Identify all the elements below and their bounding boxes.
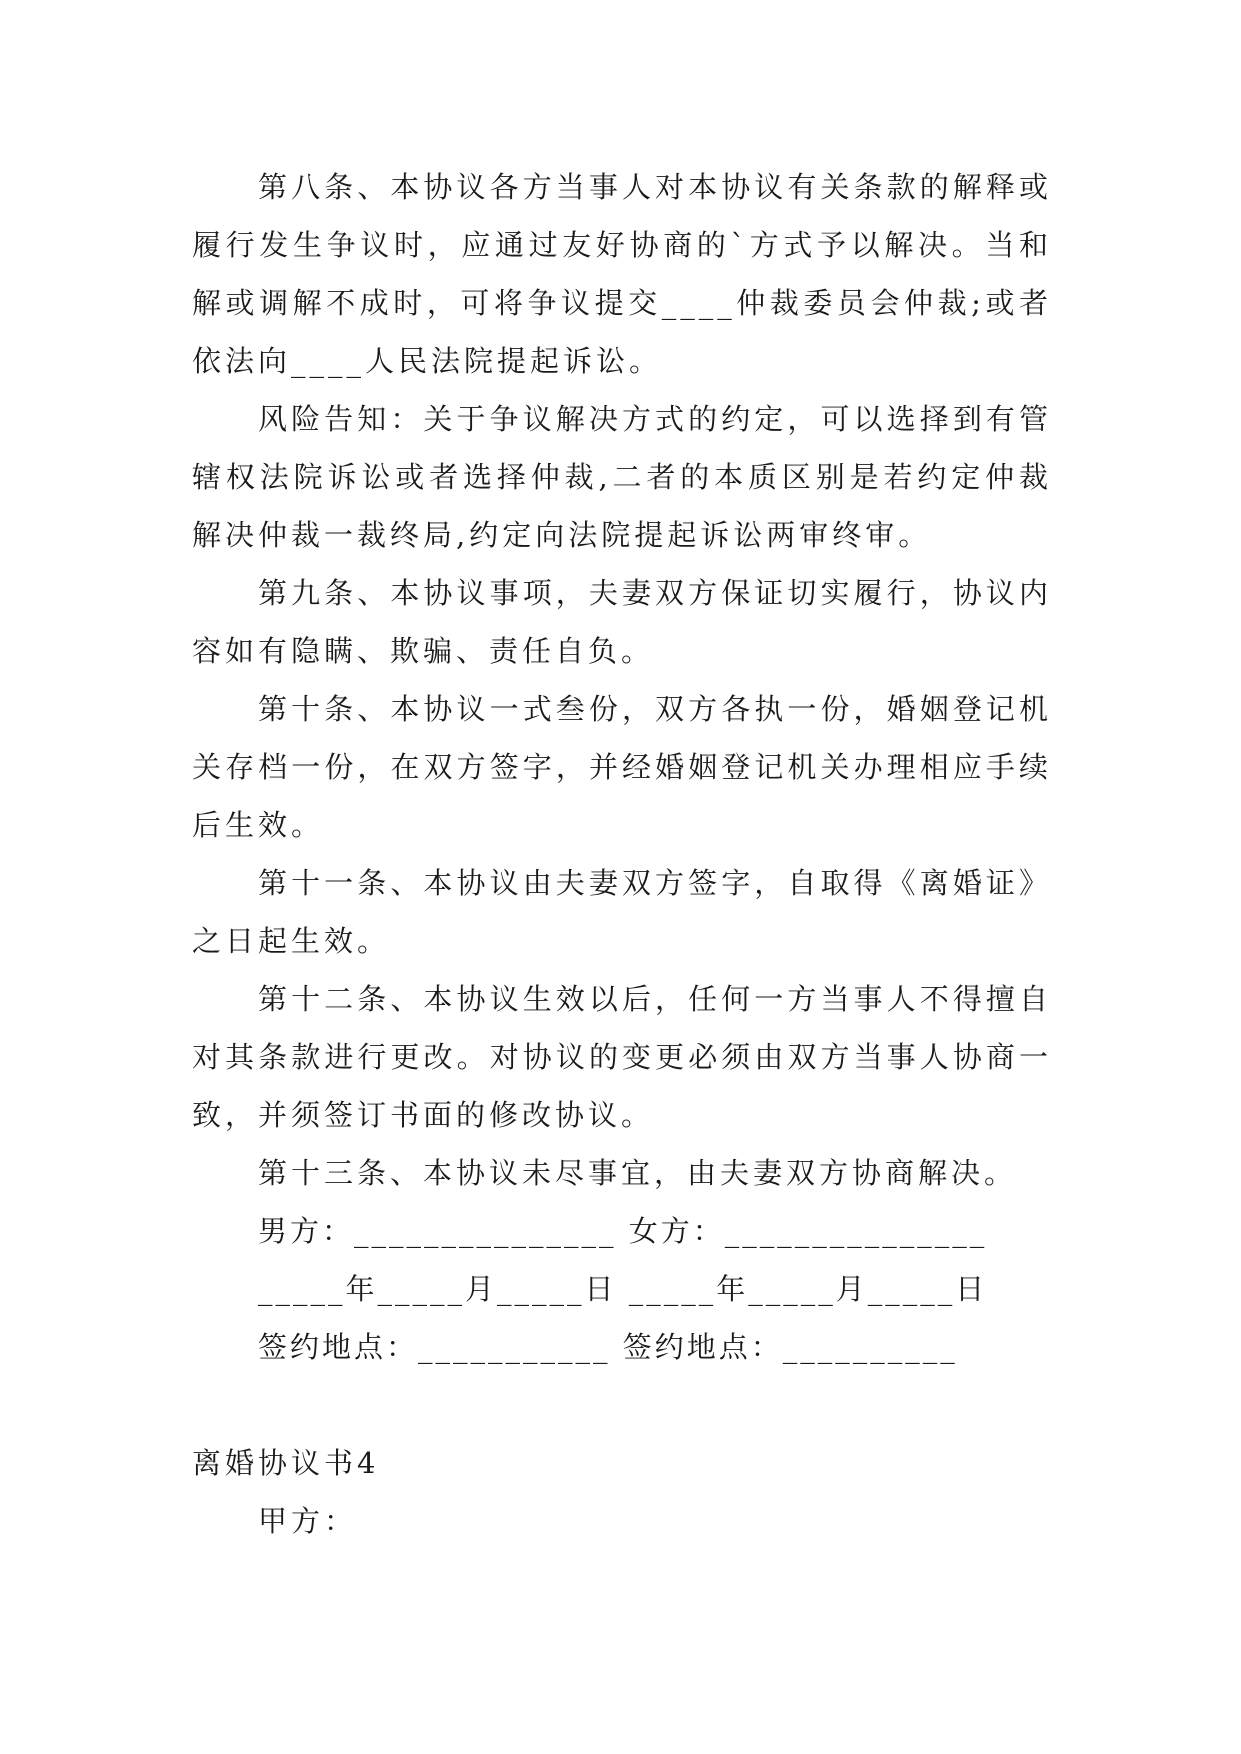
paragraph-article-12: 第十二条、本协议生效以后，任何一方当事人不得擅自对其条款进行更改。对协议的变更必须由双方当事人协商一致，并须签订书面的修改协议。 — [192, 982, 1052, 1132]
signature-parties-line: 男方：_______________ 女方：_______________ — [258, 1214, 988, 1248]
paragraph-article-9: 第九条、本协议事项，夫妻双方保证切实履行，协议内容如有隐瞒、欺骗、责任自负。 — [192, 576, 1052, 668]
signature-places-line: 签约地点：___________ 签约地点：__________ — [258, 1330, 958, 1364]
paragraph-article-8: 第八条、本协议各方当事人对本协议有关条款的解释或履行发生争议时，应通过友好协商的`方式予以解决。当和解或调解不成时，可将争议提交____仲裁委员会仲裁;或者依法向____人民法院提起诉讼。 — [192, 170, 1052, 378]
paragraph-article-13: 第十三条、本协议未尽事宜，由夫妻双方协商解决。 — [258, 1156, 1018, 1190]
next-document-title: 离婚协议书4 — [192, 1446, 380, 1480]
paragraph-risk-notice: 风险告知：关于争议解决方式的约定，可以选择到有管辖权法院诉讼或者选择仲裁,二者的本质区别是若约定仲裁解决仲裁一裁终局,约定向法院提起诉讼两审终审。 — [192, 402, 1052, 552]
paragraph-article-11: 第十一条、本协议由夫妻双方签字，自取得《离婚证》之日起生效。 — [192, 866, 1052, 958]
paragraph-article-10: 第十条、本协议一式叁份，双方各执一份，婚姻登记机关存档一份，在双方签字，并经婚姻登记机关办理相应手续后生效。 — [192, 692, 1052, 842]
document-body — [192, 158, 1052, 1550]
signature-dates-line: _____年_____月_____日 _____年_____月_____日 — [258, 1272, 988, 1306]
party-a-label: 甲方： — [258, 1504, 358, 1538]
